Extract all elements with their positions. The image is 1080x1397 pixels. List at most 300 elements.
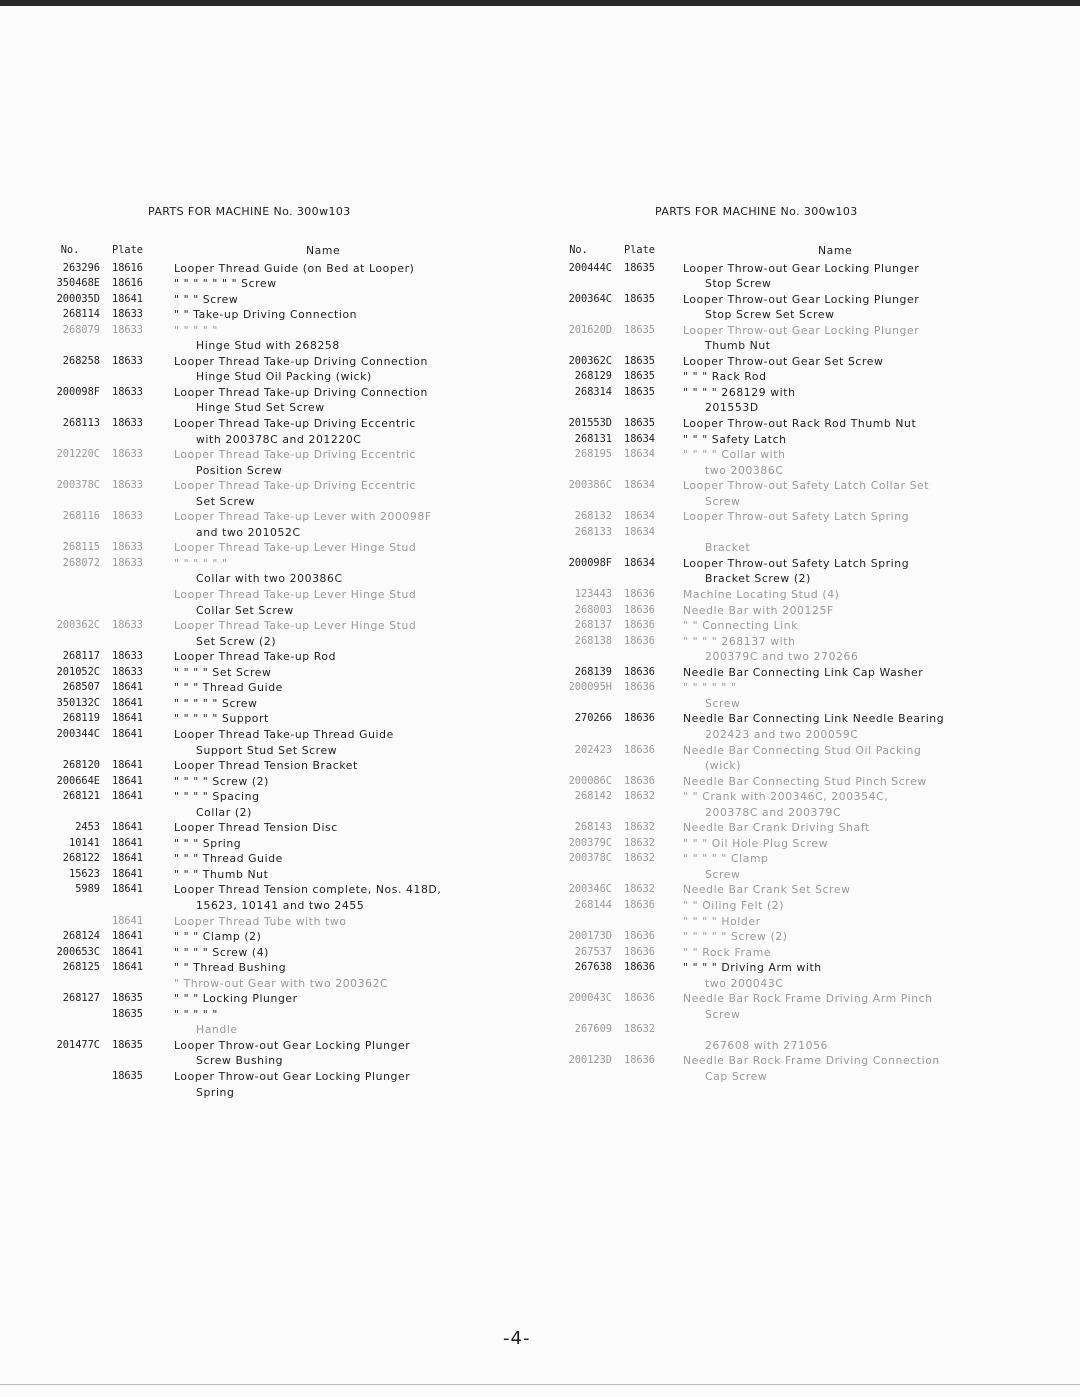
part-name: Needle Bar Connecting Link Needle Bearing [683, 712, 945, 726]
parts-column-right [545, 205, 1005, 1085]
part-name: 15623, 10141 and two 2455 [196, 898, 365, 912]
part-number [545, 649, 620, 665]
part-number [40, 743, 108, 759]
part-name: " " " " " " [174, 556, 228, 570]
part-row [40, 851, 510, 867]
part-row [545, 556, 1005, 572]
plate-number [620, 805, 683, 821]
part-name: 200379C and two 270266 [705, 650, 859, 664]
part-name: Looper Throw-out Safety Latch Spring [683, 510, 910, 524]
plate-number: 18641 [112, 821, 143, 834]
part-number [40, 603, 108, 619]
part-row [545, 525, 1005, 541]
part-name: " " " " Driving Arm with [683, 961, 822, 975]
part-row [40, 929, 510, 945]
part-number: 200043C [568, 992, 612, 1005]
plate-number: 18635 [624, 323, 655, 336]
part-row [545, 1007, 1005, 1023]
part-name: Looper Throw-out Gear Locking Plunger [683, 261, 920, 275]
part-row [40, 540, 510, 556]
part-row [40, 976, 510, 992]
plate-number [108, 400, 174, 416]
part-name: Looper Thread Take-up Driving Eccentric [174, 479, 417, 493]
part-name: (wick) [705, 759, 742, 773]
part-number: 200095H [568, 681, 612, 694]
plate-number [620, 307, 683, 323]
part-row [545, 307, 1005, 323]
part-number [545, 867, 620, 883]
part-name: " " Take-up Driving Connection [174, 308, 358, 322]
part-number [40, 1022, 108, 1038]
plate-number [108, 603, 174, 619]
plate-number: 18632 [624, 836, 655, 849]
plate-number: 18641 [112, 774, 143, 787]
part-name: Collar Set Screw [196, 603, 294, 617]
part-row [40, 914, 510, 930]
part-name: Set Screw [196, 494, 256, 508]
plate-number: 18641 [112, 292, 143, 305]
plate-number: 18641 [112, 759, 143, 772]
plate-number: 18633 [112, 479, 143, 492]
part-row [40, 836, 510, 852]
part-number: 200173D [568, 930, 612, 943]
plate-number: 18633 [112, 665, 143, 678]
plate-number: 18636 [624, 1054, 655, 1067]
plate-number: 18641 [112, 867, 143, 880]
part-row [545, 447, 1005, 463]
part-name: " " " " " " " Screw [174, 277, 277, 291]
plate-number [108, 1053, 174, 1069]
part-row [545, 400, 1005, 416]
plate-number: 18636 [624, 774, 655, 787]
plate-number: 18641 [112, 696, 143, 709]
part-number [545, 914, 620, 930]
part-name: Screw [705, 1007, 741, 1021]
plate-number: 18636 [624, 588, 655, 601]
plate-number [620, 976, 683, 992]
part-name: Hinge Stud Oil Packing (wick) [196, 370, 372, 384]
part-row [40, 1085, 510, 1101]
part-row [545, 540, 1005, 556]
plate-number: 18616 [112, 261, 143, 274]
plate-number [620, 540, 683, 556]
plate-number: 18636 [624, 898, 655, 911]
part-number: 268131 [574, 432, 612, 445]
plate-number: 18635 [112, 992, 143, 1005]
part-row [40, 1007, 510, 1023]
plate-number [108, 898, 174, 914]
part-number [545, 696, 620, 712]
part-name [683, 525, 1005, 541]
part-name: Hinge Stud with 268258 [196, 339, 340, 353]
part-number [545, 976, 620, 992]
part-name: Spring [196, 1085, 235, 1099]
part-row [545, 1069, 1005, 1085]
part-row [545, 494, 1005, 510]
plate-number [108, 743, 174, 759]
part-row [40, 556, 510, 572]
top-border-line [0, 0, 1080, 6]
part-name: " " " " " " [683, 681, 737, 695]
part-name: " " " " " Clamp [683, 852, 769, 866]
part-name: Looper Throw-out Gear Locking Plunger [174, 1038, 411, 1052]
part-name: Thumb Nut [705, 339, 771, 353]
part-name: " " " " 268129 with [683, 385, 796, 399]
col-plate-header: Plate [624, 244, 655, 256]
plate-number: 18635 [624, 292, 655, 305]
part-row [40, 400, 510, 416]
part-number [545, 276, 620, 292]
part-name: Hinge Stud Set Screw [196, 401, 325, 415]
part-name: " " " " " Support [174, 712, 269, 726]
plate-number: 18636 [624, 712, 655, 725]
part-row [545, 680, 1005, 696]
part-row [545, 914, 1005, 930]
part-name: Support Stud Set Screw [196, 743, 338, 757]
plate-number: 18641 [112, 681, 143, 694]
part-number [545, 1038, 620, 1054]
part-row [40, 463, 510, 479]
part-number: 350468E [56, 277, 100, 290]
part-row [40, 711, 510, 727]
plate-number: 18636 [624, 634, 655, 647]
part-number: 268142 [574, 790, 612, 803]
part-name: Looper Thread Take-up Lever Hinge Stud [174, 541, 417, 555]
plate-number [108, 571, 174, 587]
plate-number: 18633 [112, 308, 143, 321]
plate-number [620, 571, 683, 587]
part-number [40, 1053, 108, 1069]
part-row [545, 851, 1005, 867]
part-row [545, 618, 1005, 634]
col-name-header: Name [306, 244, 341, 257]
plate-number: 18634 [624, 556, 655, 569]
part-row [545, 991, 1005, 1007]
part-row [40, 743, 510, 759]
plate-number: 18641 [112, 727, 143, 740]
plate-number [620, 1007, 683, 1023]
part-number [545, 463, 620, 479]
part-name: Looper Throw-out Gear Locking Plunger [683, 323, 920, 337]
part-number: 200098F [56, 385, 100, 398]
part-number: 123443 [574, 588, 612, 601]
part-name: Looper Throw-out Rack Rod Thumb Nut [683, 417, 917, 431]
part-number: 268507 [62, 681, 100, 694]
plate-number: 18635 [112, 1007, 143, 1020]
plate-number: 18641 [112, 945, 143, 958]
part-number: 200378C [56, 479, 100, 492]
parts-list-left [40, 261, 510, 1101]
plate-number [620, 1038, 683, 1054]
part-name: Looper Thread Take-up Driving Eccentric [174, 417, 417, 431]
part-number: 10141 [69, 836, 100, 849]
plate-number [620, 696, 683, 712]
part-number: 200386C [568, 479, 612, 492]
part-row [40, 696, 510, 712]
plate-number [108, 1085, 174, 1101]
part-row [545, 758, 1005, 774]
part-number [545, 540, 620, 556]
part-row [545, 432, 1005, 448]
part-row [545, 603, 1005, 619]
part-name: 201553D [705, 401, 759, 415]
part-row [40, 261, 510, 277]
part-number: 201477C [56, 1038, 100, 1051]
part-number: 202423 [574, 743, 612, 756]
part-number: 267609 [574, 1023, 612, 1036]
part-number [40, 914, 108, 930]
plate-number: 18641 [112, 790, 143, 803]
part-name: Position Screw [196, 463, 283, 477]
part-number: 200035D [56, 292, 100, 305]
part-row [545, 276, 1005, 292]
part-row [40, 680, 510, 696]
part-number [40, 587, 108, 603]
part-row [545, 323, 1005, 339]
plate-number: 18616 [112, 277, 143, 290]
part-number: 350132C [56, 696, 100, 709]
plate-number [620, 494, 683, 510]
part-number: 201052C [56, 665, 100, 678]
part-number [40, 400, 108, 416]
part-number: 268113 [62, 417, 100, 430]
part-number: 268116 [62, 510, 100, 523]
part-number: 268119 [62, 712, 100, 725]
plate-number: 18634 [624, 448, 655, 461]
plate-number: 18636 [624, 945, 655, 958]
part-number [545, 400, 620, 416]
part-name: Collar (2) [196, 805, 252, 819]
part-number [40, 898, 108, 914]
part-number: 268079 [62, 323, 100, 336]
plate-number [620, 867, 683, 883]
part-name: " " " Thumb Nut [174, 867, 269, 881]
part-name: " " " " " Screw (2) [683, 930, 788, 944]
part-row [40, 307, 510, 323]
part-name: Looper Thread Take-up Lever Hinge Stud [174, 588, 417, 602]
part-name: Needle Bar Connecting Stud Oil Packing [683, 743, 922, 757]
part-number: 200364C [568, 292, 612, 305]
part-row [545, 261, 1005, 277]
part-row [545, 867, 1005, 883]
part-row [40, 323, 510, 339]
part-row [545, 696, 1005, 712]
part-row [40, 494, 510, 510]
plate-number [108, 432, 174, 448]
plate-number: 18636 [624, 619, 655, 632]
part-number [40, 432, 108, 448]
part-number: 200344C [56, 727, 100, 740]
part-name: Looper Thread Take-up Driving Eccentric [174, 448, 417, 462]
plate-number [620, 1069, 683, 1085]
part-name: Looper Thread Take-up Rod [174, 650, 337, 664]
part-name: " " Rock Frame [683, 945, 772, 959]
part-row [545, 711, 1005, 727]
part-row [545, 743, 1005, 759]
plate-number [620, 276, 683, 292]
part-number: 268120 [62, 759, 100, 772]
part-name: Needle Bar Rock Frame Driving Arm Pinch [683, 992, 933, 1006]
part-number [545, 727, 620, 743]
part-row [40, 385, 510, 401]
part-name: Needle Bar with 200125F [683, 603, 834, 617]
part-name: Screw Bushing [196, 1054, 284, 1068]
col-plate-header: Plate [112, 244, 143, 256]
part-row [40, 727, 510, 743]
part-name: " " " " 268137 with [683, 634, 796, 648]
part-row [545, 509, 1005, 525]
part-name: Looper Thread Take-up Thread Guide [174, 727, 394, 741]
plate-number [620, 758, 683, 774]
part-number [40, 976, 108, 992]
part-row [40, 789, 510, 805]
part-row [545, 1053, 1005, 1069]
plate-number [620, 914, 683, 930]
part-name: Looper Thread Tension Disc [174, 821, 338, 835]
plate-number [108, 976, 174, 992]
part-row [40, 292, 510, 308]
part-name: Collar with two 200386C [196, 572, 343, 586]
plate-number [108, 587, 174, 603]
part-row [545, 882, 1005, 898]
plate-number: 18636 [624, 665, 655, 678]
part-name [683, 1022, 1005, 1038]
part-row [545, 976, 1005, 992]
plate-number: 18635 [112, 1038, 143, 1051]
part-name: Looper Thread Take-up Driving Connection [174, 385, 428, 399]
part-name: Looper Throw-out Safety Latch Collar Set [683, 479, 930, 493]
part-name: " " Crank with 200346C, 200354C, [683, 790, 889, 804]
part-row [40, 354, 510, 370]
part-number: 268258 [62, 354, 100, 367]
part-row [40, 509, 510, 525]
plate-number: 18636 [624, 992, 655, 1005]
part-name: " " " Thread Guide [174, 852, 283, 866]
part-row [40, 774, 510, 790]
part-number [40, 525, 108, 541]
part-row [545, 665, 1005, 681]
col-no-header: No. [569, 244, 588, 256]
part-row [545, 960, 1005, 976]
part-name: two 200386C [705, 463, 784, 477]
part-name: " " " " " [174, 323, 218, 337]
part-name: Screw [705, 867, 741, 881]
part-row [40, 478, 510, 494]
part-number: 268143 [574, 821, 612, 834]
part-number [545, 1007, 620, 1023]
part-number: 268117 [62, 650, 100, 663]
plate-number [620, 463, 683, 479]
part-row [40, 820, 510, 836]
part-row [40, 571, 510, 587]
part-row [40, 1022, 510, 1038]
part-row [40, 758, 510, 774]
plate-number: 18634 [624, 479, 655, 492]
part-number: 200362C [56, 619, 100, 632]
part-name: Bracket [705, 541, 751, 555]
part-number: 15623 [69, 867, 100, 880]
part-number [40, 571, 108, 587]
part-number: 200653C [56, 945, 100, 958]
plate-number: 18633 [112, 541, 143, 554]
part-name: Bracket Screw (2) [705, 572, 811, 586]
part-number [545, 338, 620, 354]
part-row [40, 649, 510, 665]
part-row [545, 898, 1005, 914]
part-name: " " " " " [174, 1007, 218, 1021]
plate-number [108, 494, 174, 510]
plate-number: 18633 [112, 354, 143, 367]
part-number [40, 634, 108, 650]
plate-number: 18641 [112, 961, 143, 974]
plate-number: 18635 [624, 354, 655, 367]
part-row [40, 338, 510, 354]
part-name: " " " " Collar with [683, 448, 786, 462]
part-number [40, 494, 108, 510]
part-name: " " " " Set Screw [174, 665, 272, 679]
part-name: Looper Thread Tension Bracket [174, 759, 358, 773]
parts-column-left [40, 205, 510, 1100]
part-number: 268003 [574, 603, 612, 616]
part-number [545, 571, 620, 587]
part-name: Looper Thread Take-up Lever Hinge Stud [174, 619, 417, 633]
column-header-row [545, 243, 1005, 259]
part-name: " " " Screw [174, 292, 239, 306]
part-number [40, 1007, 108, 1023]
part-name: Needle Bar Crank Set Screw [683, 883, 851, 897]
part-name: " " Connecting Link [683, 619, 799, 633]
part-number: 267638 [574, 961, 612, 974]
part-row [40, 960, 510, 976]
part-name: Machine Locating Stud (4) [683, 588, 840, 602]
part-row [40, 1069, 510, 1085]
part-name: " " " Spring [174, 836, 242, 850]
part-name: " " " " Holder [683, 914, 761, 928]
plate-number [620, 400, 683, 416]
part-row [40, 525, 510, 541]
part-name: " " " Oil Hole Plug Screw [683, 836, 829, 850]
plate-number: 18641 [112, 836, 143, 849]
part-name: " " " " Screw (4) [174, 945, 269, 959]
part-number [40, 369, 108, 385]
part-name: " Throw-out Gear with two 200362C [174, 976, 389, 990]
part-row [40, 945, 510, 961]
plate-number: 18634 [624, 510, 655, 523]
part-row [40, 867, 510, 883]
part-row [545, 338, 1005, 354]
part-row [545, 929, 1005, 945]
part-number: 200378C [568, 852, 612, 865]
part-number: 268132 [574, 510, 612, 523]
plate-number [108, 525, 174, 541]
part-number: 268129 [574, 370, 612, 383]
plate-number [108, 338, 174, 354]
part-number: 268138 [574, 634, 612, 647]
plate-number: 18636 [624, 743, 655, 756]
part-row [40, 369, 510, 385]
plate-number [620, 338, 683, 354]
plate-number [108, 805, 174, 821]
part-row [545, 945, 1005, 961]
part-number: 268125 [62, 961, 100, 974]
part-name: 202423 and two 200059C [705, 727, 859, 741]
part-name: Set Screw (2) [196, 634, 277, 648]
part-name: " " " Locking Plunger [174, 992, 298, 1006]
column-heading: PARTS FOR MACHINE No. 300w103 [148, 205, 351, 218]
part-row [545, 789, 1005, 805]
part-row [40, 898, 510, 914]
part-number: 201220C [56, 448, 100, 461]
